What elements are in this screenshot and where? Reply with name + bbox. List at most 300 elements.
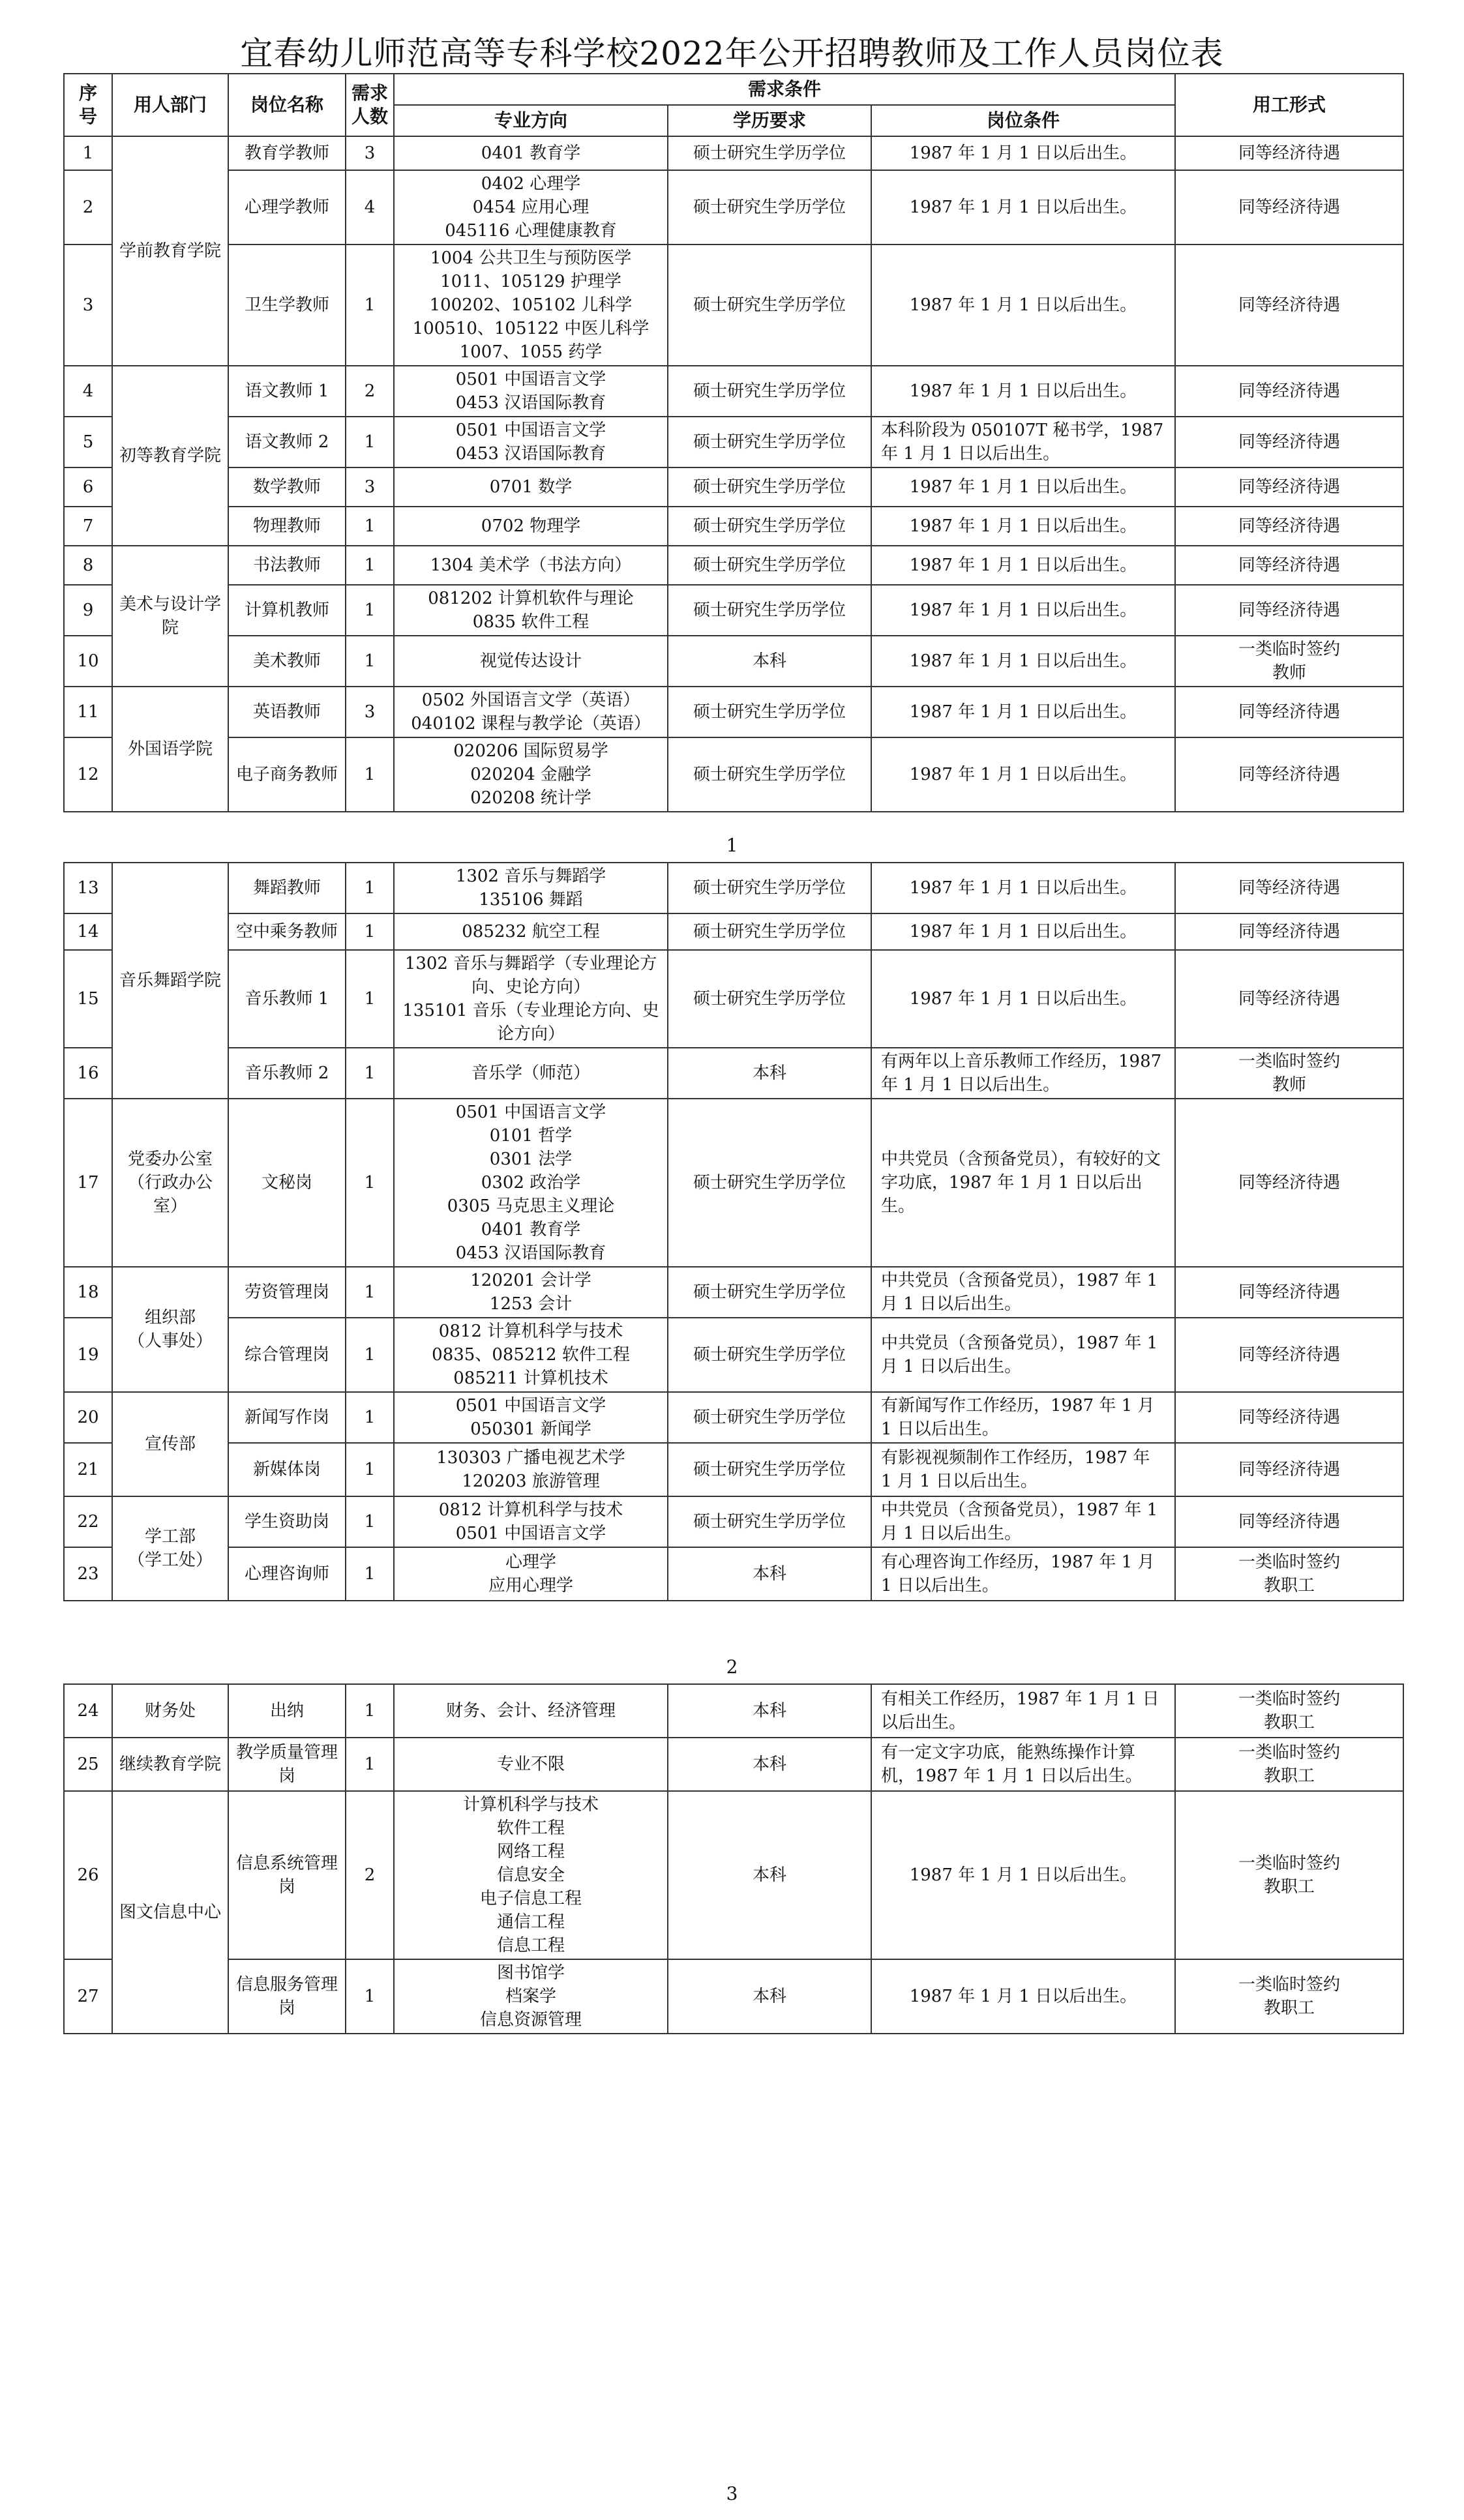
department-cell: 学前教育学院 (112, 136, 228, 366)
post-name: 英语教师 (228, 687, 346, 737)
post-name: 新媒体岗 (228, 1443, 346, 1496)
major-direction (394, 950, 668, 1048)
employment-type: 同等经济待遇 (1175, 136, 1403, 170)
major-direction (394, 245, 668, 366)
post-name: 计算机教师 (228, 585, 346, 636)
education-requirement: 本科 (668, 1048, 871, 1099)
employment-type: 同等经济待遇 (1175, 687, 1403, 737)
text-line: 信息安全 (496, 1865, 565, 1885)
post-conditions: 中共党员（含预备党员），有较好的文字功底，1987 年 1 月 1 日以后出生。 (871, 1099, 1175, 1267)
headcount: 1 (346, 1392, 394, 1443)
header-requirements: 需求条件 (394, 74, 1175, 105)
major-direction (394, 1443, 668, 1496)
text-line: 0101 哲学 (489, 1126, 573, 1146)
employment-type: 同等经济待遇 (1175, 1496, 1403, 1547)
employment-type (1175, 1684, 1403, 1738)
employment-type: 同等经济待遇 (1175, 950, 1403, 1048)
text-line: 0453 汉语国际教育 (455, 1243, 606, 1263)
text-line: 1304 美术学（书法方向） (430, 556, 632, 575)
text-line: 1004 公共卫生与预防医学 (430, 248, 632, 268)
header-conditions: 岗位条件 (871, 105, 1175, 136)
employment-type: 同等经济待遇 (1175, 1443, 1403, 1496)
text-line: 085232 航空工程 (462, 922, 600, 941)
education-requirement: 硕士研究生学历学位 (668, 1496, 871, 1547)
employment-type: 同等经济待遇 (1175, 467, 1403, 507)
text-line: 081202 计算机软件与理论 (428, 589, 634, 608)
major-direction (394, 1318, 668, 1392)
post-conditions: 有相关工作经历，1987 年 1 月 1 日以后出生。 (871, 1684, 1175, 1738)
table-row (64, 546, 1403, 585)
text-line: 135106 舞蹈 (479, 890, 583, 910)
department-cell: 音乐舞蹈学院 (112, 863, 228, 1099)
employment-type: 同等经济待遇 (1175, 417, 1403, 467)
education-requirement: 硕士研究生学历学位 (668, 170, 871, 245)
education-requirement: 硕士研究生学历学位 (668, 366, 871, 417)
row-number: 23 (64, 1547, 112, 1601)
post-name: 音乐教师 2 (228, 1048, 346, 1099)
page-number: 1 (726, 835, 738, 856)
department-cell: 外国语学院 (112, 687, 228, 812)
post-conditions: 1987 年 1 月 1 日以后出生。 (871, 687, 1175, 737)
headcount: 1 (346, 1738, 394, 1791)
major-direction (394, 1048, 668, 1099)
major-direction (394, 1738, 668, 1791)
text-line: （人事处） (127, 1331, 213, 1351)
post-conditions: 1987 年 1 月 1 日以后出生。 (871, 245, 1175, 366)
employment-type: 同等经济待遇 (1175, 585, 1403, 636)
post-name: 书法教师 (228, 546, 346, 585)
row-number: 22 (64, 1496, 112, 1547)
education-requirement: 本科 (668, 1684, 871, 1738)
education-requirement: 硕士研究生学历学位 (668, 585, 871, 636)
education-requirement: 硕士研究生学历学位 (668, 913, 871, 950)
row-number: 1 (64, 136, 112, 170)
row-number: 12 (64, 737, 112, 812)
text-line: 0502 外国语言文学（英语） (421, 690, 640, 710)
row-number: 5 (64, 417, 112, 467)
education-requirement: 硕士研究生学历学位 (668, 687, 871, 737)
employment-type (1175, 1048, 1403, 1099)
table-row (64, 507, 1403, 546)
headcount: 1 (346, 507, 394, 546)
headcount: 1 (346, 585, 394, 636)
education-requirement: 硕士研究生学历学位 (668, 1099, 871, 1267)
text-line: 0501 中国语言文学 (455, 1396, 606, 1416)
text-line: 一类临时签约 (1238, 640, 1340, 659)
text-line: 教职工 (1263, 1576, 1315, 1595)
education-requirement: 硕士研究生学历学位 (668, 1392, 871, 1443)
post-conditions: 有影视视频制作工作经历，1987 年 1 月 1 日以后出生。 (871, 1443, 1175, 1496)
table-row (64, 1443, 1403, 1496)
post-name: 卫生学教师 (228, 245, 346, 366)
header-num: 需求 人数 (346, 74, 394, 136)
department-cell: 财务处 (112, 1684, 228, 1738)
post-name: 教学质量管理岗 (228, 1738, 346, 1791)
text-line: 0453 汉语国际教育 (455, 393, 606, 413)
text-line: 120201 会计学 (470, 1271, 591, 1290)
employment-type: 同等经济待遇 (1175, 913, 1403, 950)
text-line: 0835 软件工程 (472, 612, 590, 632)
row-number: 20 (64, 1392, 112, 1443)
header-post: 岗位名称 (228, 74, 346, 136)
text-line: 1253 会计 (489, 1294, 573, 1314)
headcount: 1 (346, 1099, 394, 1267)
education-requirement: 本科 (668, 636, 871, 687)
headcount: 1 (346, 737, 394, 812)
headcount: 3 (346, 467, 394, 507)
text-line: 图书馆学 (496, 1963, 565, 1983)
employment-type: 同等经济待遇 (1175, 546, 1403, 585)
header-major: 专业方向 (394, 105, 668, 136)
text-line: 020204 金融学 (470, 765, 591, 784)
table-row (64, 737, 1403, 812)
row-number: 13 (64, 863, 112, 913)
headcount: 1 (346, 863, 394, 913)
text-line: 0401 教育学 (481, 143, 581, 163)
rows-page-2 (64, 863, 1403, 1601)
post-name: 舞蹈教师 (228, 863, 346, 913)
text-line: （学工处） (127, 1550, 213, 1570)
employment-type: 同等经济待遇 (1175, 863, 1403, 913)
text-line: 档案学 (505, 1987, 556, 2006)
education-requirement: 硕士研究生学历学位 (668, 507, 871, 546)
rows-page-3 (64, 1684, 1403, 2034)
employment-type: 同等经济待遇 (1175, 737, 1403, 812)
row-number: 27 (64, 1959, 112, 2034)
post-name: 心理学教师 (228, 170, 346, 245)
text-line: 学工部 (144, 1527, 196, 1547)
text-line: 135101 音乐（专业理论方向、史 (402, 1001, 659, 1020)
text-line: 教职工 (1263, 1877, 1315, 1897)
post-conditions: 1987 年 1 月 1 日以后出生。 (871, 737, 1175, 812)
row-number: 24 (64, 1684, 112, 1738)
education-requirement: 本科 (668, 1547, 871, 1601)
major-direction (394, 1791, 668, 1959)
text-line: 0305 马克思主义理论 (447, 1196, 615, 1216)
header-dept: 用人部门 (112, 74, 228, 136)
post-name: 文秘岗 (228, 1099, 346, 1267)
major-direction (394, 687, 668, 737)
headcount: 1 (346, 546, 394, 585)
row-number: 4 (64, 366, 112, 417)
education-requirement: 硕士研究生学历学位 (668, 863, 871, 913)
text-line: 100202、105102 儿科学 (429, 295, 633, 315)
table-row (64, 1267, 1403, 1318)
text-line: 1011、105129 护理学 (440, 272, 621, 291)
row-number: 25 (64, 1738, 112, 1791)
text-line: 0702 物理学 (481, 516, 581, 536)
text-line: 1302 音乐与舞蹈学（专业理论方 (404, 954, 657, 973)
header-employment-type: 用工形式 (1175, 74, 1403, 136)
headcount: 1 (346, 1048, 394, 1099)
post-name: 学生资助岗 (228, 1496, 346, 1547)
employment-type: 同等经济待遇 (1175, 1099, 1403, 1267)
education-requirement: 硕士研究生学历学位 (668, 546, 871, 585)
post-conditions: 1987 年 1 月 1 日以后出生。 (871, 950, 1175, 1048)
major-direction (394, 863, 668, 913)
department-cell (112, 1267, 228, 1392)
text-line: 045116 心理健康教育 (445, 221, 617, 241)
page-title: 宜春幼儿师范高等专科学校2022年公开招聘教师及工作人员岗位表 (240, 35, 1224, 72)
table-row (64, 1392, 1403, 1443)
employment-type: 同等经济待遇 (1175, 507, 1403, 546)
table-row (64, 687, 1403, 737)
text-line: 0453 汉语国际教育 (455, 444, 606, 464)
text-line: 050301 新闻学 (470, 1419, 591, 1439)
major-direction (394, 136, 668, 170)
row-number: 19 (64, 1318, 112, 1392)
headcount: 2 (346, 366, 394, 417)
department-cell: 美术与设计学院 (112, 546, 228, 687)
row-number: 6 (64, 467, 112, 507)
text-line: 心理学 (505, 1552, 556, 1572)
table-row (64, 1318, 1403, 1392)
text-line: 0454 应用心理 (472, 198, 590, 217)
employment-type: 同等经济待遇 (1175, 170, 1403, 245)
table-row (64, 366, 1403, 417)
table-row (64, 1684, 1403, 1738)
post-name: 空中乘务教师 (228, 913, 346, 950)
text-line: 120203 旅游管理 (462, 1472, 600, 1491)
text-line: 软件工程 (496, 1818, 565, 1838)
headcount: 1 (346, 417, 394, 467)
text-line: 党委办公室 (127, 1149, 213, 1169)
major-direction (394, 1959, 668, 2034)
post-name: 美术教师 (228, 636, 346, 687)
table-row (64, 585, 1403, 636)
text-line: 040102 课程与教学论（英语） (411, 714, 651, 734)
employment-type (1175, 1547, 1403, 1601)
major-direction (394, 546, 668, 585)
table-row (64, 1959, 1403, 2034)
text-line: 0402 心理学 (481, 174, 581, 194)
rows-page-1 (64, 136, 1403, 812)
post-conditions: 中共党员（含预备党员），1987 年 1 月 1 日以后出生。 (871, 1496, 1175, 1547)
employment-type: 同等经济待遇 (1175, 366, 1403, 417)
text-line: 0501 中国语言文学 (455, 370, 606, 389)
post-conditions: 1987 年 1 月 1 日以后出生。 (871, 546, 1175, 585)
post-conditions: 本科阶段为 050107T 秘书学，1987 年 1 月 1 日以后出生。 (871, 417, 1175, 467)
headcount: 2 (346, 1791, 394, 1959)
text-line: 一类临时签约 (1238, 1743, 1340, 1762)
text-line: 0302 政治学 (481, 1173, 581, 1193)
text-line: 130303 广播电视艺术学 (436, 1448, 625, 1468)
headcount: 1 (346, 1443, 394, 1496)
education-requirement: 硕士研究生学历学位 (668, 136, 871, 170)
text-line: 一类临时签约 (1238, 1552, 1340, 1572)
employment-type: 同等经济待遇 (1175, 1392, 1403, 1443)
education-requirement: 硕士研究生学历学位 (668, 245, 871, 366)
row-number: 16 (64, 1048, 112, 1099)
headcount: 1 (346, 913, 394, 950)
major-direction (394, 1392, 668, 1443)
education-requirement: 本科 (668, 1959, 871, 2034)
post-conditions: 1987 年 1 月 1 日以后出生。 (871, 585, 1175, 636)
text-line: 教职工 (1263, 1713, 1315, 1732)
text-line: 通信工程 (496, 1912, 565, 1932)
text-line: 020208 统计学 (470, 788, 591, 808)
post-conditions: 1987 年 1 月 1 日以后出生。 (871, 507, 1175, 546)
recruitment-table-page-1 (63, 73, 1404, 812)
text-line: 0812 计算机科学与技术 (438, 1500, 623, 1520)
post-conditions: 1987 年 1 月 1 日以后出生。 (871, 136, 1175, 170)
education-requirement: 硕士研究生学历学位 (668, 1318, 871, 1392)
text-line: 专业不限 (496, 1755, 565, 1774)
recruitment-table-page-3 (63, 1683, 1404, 2034)
page-number: 3 (726, 2483, 738, 2504)
headcount: 3 (346, 136, 394, 170)
post-conditions: 1987 年 1 月 1 日以后出生。 (871, 366, 1175, 417)
major-direction (394, 1267, 668, 1318)
headcount: 1 (346, 950, 394, 1048)
text-line: 0501 中国语言文学 (455, 1524, 606, 1543)
row-number: 14 (64, 913, 112, 950)
text-line: 音乐学（师范） (471, 1063, 590, 1083)
text-line: 教职工 (1263, 1998, 1315, 2018)
table-row (64, 1547, 1403, 1601)
post-conditions: 1987 年 1 月 1 日以后出生。 (871, 170, 1175, 245)
post-name: 劳资管理岗 (228, 1267, 346, 1318)
major-direction (394, 1496, 668, 1547)
major-direction (394, 636, 668, 687)
text-line: 财务、会计、经济管理 (445, 1701, 616, 1721)
post-conditions: 中共党员（含预备党员），1987 年 1 月 1 日以后出生。 (871, 1267, 1175, 1318)
row-number: 17 (64, 1099, 112, 1267)
major-direction (394, 913, 668, 950)
table-row (64, 913, 1403, 950)
department-cell (112, 1099, 228, 1267)
major-direction (394, 1684, 668, 1738)
employment-type (1175, 1959, 1403, 2034)
employment-type (1175, 636, 1403, 687)
text-line: 一类临时签约 (1238, 1052, 1340, 1071)
post-conditions: 1987 年 1 月 1 日以后出生。 (871, 636, 1175, 687)
header-education: 学历要求 (668, 105, 871, 136)
post-conditions: 1987 年 1 月 1 日以后出生。 (871, 913, 1175, 950)
text-line: 1007、1055 药学 (459, 342, 603, 362)
text-line: 信息资源管理 (479, 2010, 582, 2030)
table-row (64, 950, 1403, 1048)
department-cell: 初等教育学院 (112, 366, 228, 546)
major-direction (394, 467, 668, 507)
headcount: 1 (346, 1267, 394, 1318)
headcount: 4 (346, 170, 394, 245)
headcount: 1 (346, 1684, 394, 1738)
post-name: 信息系统管理岗 (228, 1791, 346, 1959)
row-number: 26 (64, 1791, 112, 1959)
row-number: 10 (64, 636, 112, 687)
table-row (64, 170, 1403, 245)
post-name: 教育学教师 (228, 136, 346, 170)
education-requirement: 本科 (668, 1791, 871, 1959)
post-name: 信息服务管理岗 (228, 1959, 346, 2034)
table-row (64, 417, 1403, 467)
education-requirement: 硕士研究生学历学位 (668, 417, 871, 467)
major-direction (394, 170, 668, 245)
text-line: 计算机科学与技术 (462, 1795, 599, 1815)
table-row (64, 863, 1403, 913)
post-name: 语文教师 1 (228, 366, 346, 417)
text-line: 0701 数学 (489, 477, 573, 497)
post-conditions: 有两年以上音乐教师工作经历，1987 年 1 月 1 日以后出生。 (871, 1048, 1175, 1099)
post-conditions: 有新闻写作工作经历，1987 年 1 月 1 日以后出生。 (871, 1392, 1175, 1443)
table-row (64, 1791, 1403, 1959)
education-requirement: 硕士研究生学历学位 (668, 737, 871, 812)
major-direction (394, 417, 668, 467)
table-row (64, 636, 1403, 687)
department-cell (112, 1496, 228, 1601)
text-line: 100510、105122 中医儿科学 (412, 319, 650, 338)
row-number: 7 (64, 507, 112, 546)
header-seq: 序 号 (64, 74, 112, 136)
table-row (64, 136, 1403, 170)
text-line: 0501 中国语言文学 (455, 421, 606, 440)
major-direction (394, 507, 668, 546)
employment-type (1175, 1738, 1403, 1791)
table-row (64, 1738, 1403, 1791)
text-line: 教职工 (1263, 1766, 1315, 1786)
header-row (64, 74, 1403, 105)
headcount: 1 (346, 245, 394, 366)
post-conditions: 1987 年 1 月 1 日以后出生。 (871, 467, 1175, 507)
major-direction (394, 1099, 668, 1267)
text-line: 1302 音乐与舞蹈学 (455, 867, 606, 886)
headcount: 3 (346, 687, 394, 737)
table-row (64, 467, 1403, 507)
row-number: 21 (64, 1443, 112, 1496)
post-conditions: 1987 年 1 月 1 日以后出生。 (871, 1791, 1175, 1959)
post-name: 语文教师 2 (228, 417, 346, 467)
table-row (64, 1099, 1403, 1267)
text-line: 020206 国际贸易学 (453, 741, 608, 761)
post-name: 电子商务教师 (228, 737, 346, 812)
row-number: 11 (64, 687, 112, 737)
text-line: 网络工程 (496, 1842, 565, 1861)
post-name: 新闻写作岗 (228, 1392, 346, 1443)
post-conditions: 有一定文字功底，能熟练操作计算机，1987 年 1 月 1 日以后出生。 (871, 1738, 1175, 1791)
department-cell: 宣传部 (112, 1392, 228, 1496)
post-conditions: 1987 年 1 月 1 日以后出生。 (871, 1959, 1175, 2034)
row-number: 15 (64, 950, 112, 1048)
post-conditions: 1987 年 1 月 1 日以后出生。 (871, 863, 1175, 913)
post-name: 综合管理岗 (228, 1318, 346, 1392)
post-name: 物理教师 (228, 507, 346, 546)
education-requirement: 硕士研究生学历学位 (668, 950, 871, 1048)
headcount: 1 (346, 1318, 394, 1392)
text-line: 教师 (1272, 1075, 1306, 1095)
text-line: 教师 (1272, 663, 1306, 683)
text-line: 论方向） (496, 1024, 565, 1044)
row-number: 8 (64, 546, 112, 585)
major-direction (394, 585, 668, 636)
page-number: 2 (726, 1656, 738, 1678)
text-line: 向、史论方向） (471, 977, 590, 997)
text-line: 电子信息工程 (479, 1889, 582, 1908)
post-name: 音乐教师 1 (228, 950, 346, 1048)
post-name: 数学教师 (228, 467, 346, 507)
education-requirement: 本科 (668, 1738, 871, 1791)
employment-type: 同等经济待遇 (1175, 245, 1403, 366)
major-direction (394, 1547, 668, 1601)
text-line: 0301 法学 (489, 1149, 573, 1169)
text-line: 一类临时签约 (1238, 1689, 1340, 1709)
row-number: 3 (64, 245, 112, 366)
text-line: 视觉传达设计 (479, 651, 582, 671)
post-name: 出纳 (228, 1684, 346, 1738)
department-cell: 图文信息中心 (112, 1791, 228, 2034)
text-line: 一类临时签约 (1238, 1854, 1340, 1873)
major-direction (394, 737, 668, 812)
